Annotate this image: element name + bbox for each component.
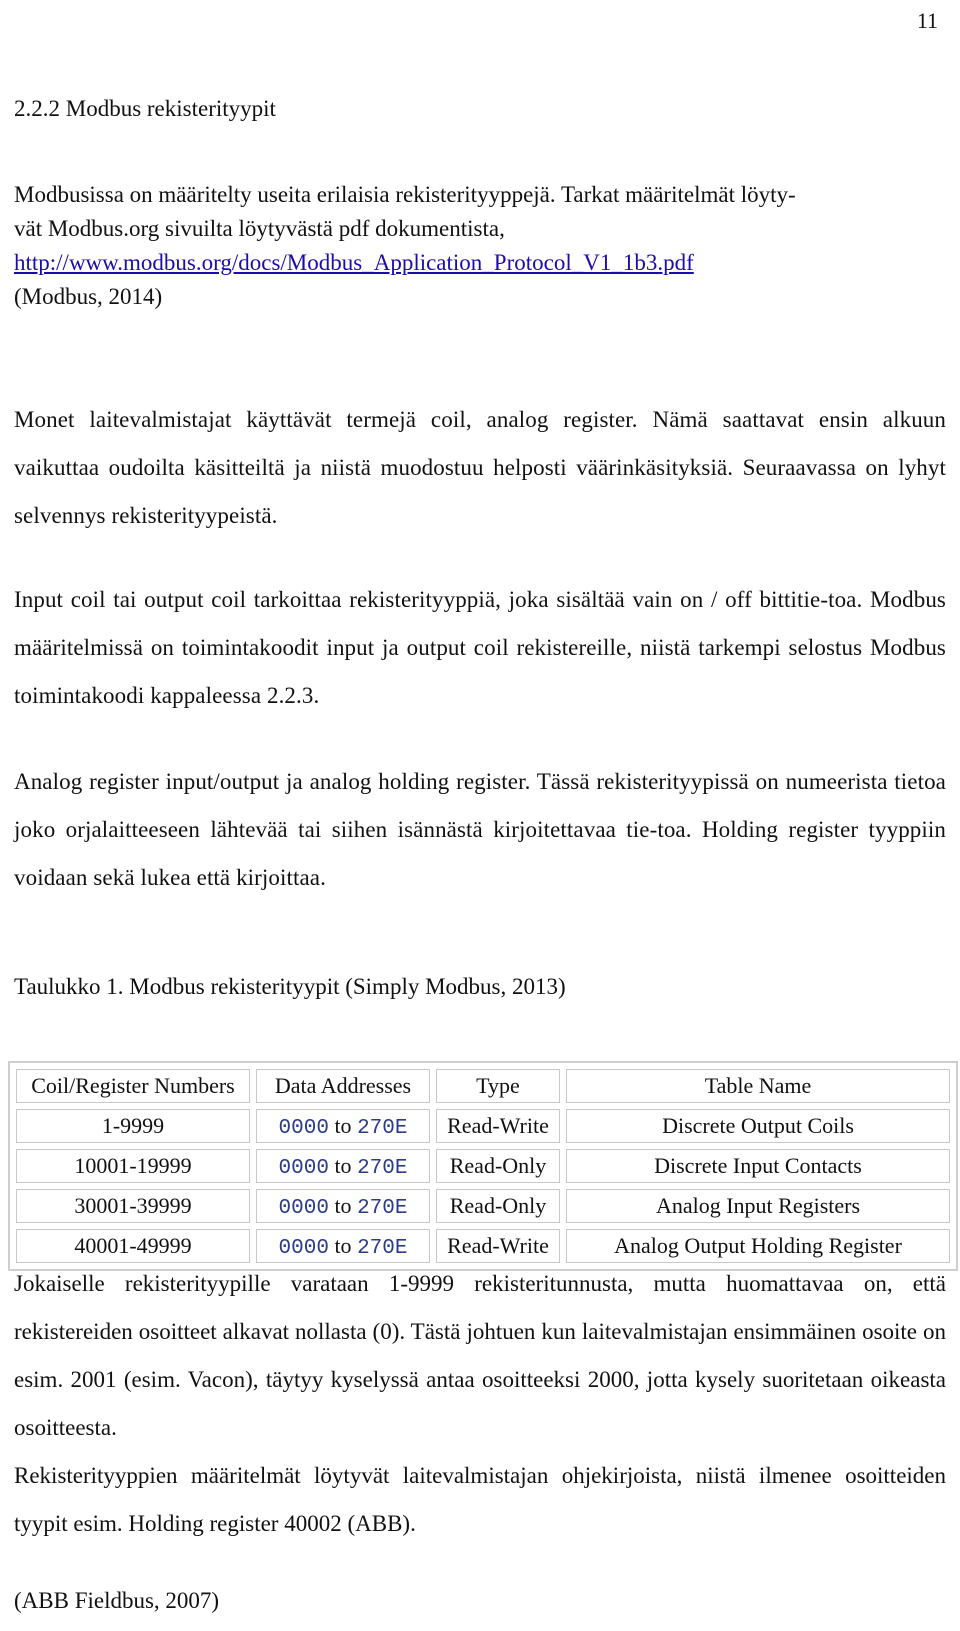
addr-to-word: to (334, 1112, 352, 1138)
cell-type: Read-Write (436, 1229, 560, 1263)
addr-to: 270E (357, 1196, 408, 1220)
cell-addresses (256, 1229, 430, 1263)
header-type: Type (436, 1069, 560, 1103)
paragraph-manuals: Rekisterityyppien määritelmät löytyvät laitevalmistajan ohjekirjoista, niistä ilmenee osoitteiden tyypit esim. Holding register 40002 (ABB). (14, 1463, 946, 1536)
cell-addresses (256, 1109, 430, 1143)
cell-table-name: Discrete Output Coils (566, 1109, 950, 1143)
paragraph-terms: Monet laitevalmistajat käyttävät termejä coil, analog register. Nämä saattavat ensin alkuun vaikuttaa oudoilta käsitteiltä ja niistä muodostuu helposti väärinkäsityksiä. Seuraavassa on lyhyt selvennys rekisterityypeistä. (14, 407, 946, 528)
manuals-citation: (ABB Fieldbus, 2007) (14, 1588, 220, 1613)
paragraph-intro (14, 178, 946, 314)
cell-numbers: 1-9999 (16, 1109, 250, 1143)
table-row (16, 1189, 950, 1223)
addr-to: 270E (357, 1236, 408, 1260)
cell-numbers: 40001-49999 (16, 1229, 250, 1263)
cell-table-name: Discrete Input Contacts (566, 1149, 950, 1183)
table-row (16, 1149, 950, 1183)
cell-addresses (256, 1189, 430, 1223)
addr-to: 270E (357, 1116, 408, 1140)
addr-to-word: to (334, 1152, 352, 1178)
header-table-name: Table Name (566, 1069, 950, 1103)
register-types-table (8, 1061, 958, 1271)
paragraph-coils: Input coil tai output coil tarkoittaa rekisterityyppiä, joka sisältää vain on / off bittitie-toa. Modbus määritelmissä on toimintakoodit input ja output coil rekistereille, niistä tarkempi selostus Modbus toimintakoodi kappaleessa 2.2.3. (14, 587, 946, 708)
addr-from: 0000 (278, 1196, 329, 1220)
addr-to-word: to (334, 1232, 352, 1258)
cell-table-name: Analog Input Registers (566, 1189, 950, 1223)
intro-citation: (Modbus, 2014) (14, 284, 163, 309)
table-row (16, 1229, 950, 1263)
addr-from: 0000 (278, 1236, 329, 1260)
table-caption: Taulukko 1. Modbus rekisterityypit (Simply Modbus, 2013) (14, 974, 566, 999)
header-numbers: Coil/Register Numbers (16, 1069, 250, 1103)
table-row (16, 1109, 950, 1143)
addr-to-word: to (334, 1192, 352, 1218)
cell-numbers: 10001-19999 (16, 1149, 250, 1183)
cell-table-name: Analog Output Holding Register (566, 1229, 950, 1263)
addr-from: 0000 (278, 1156, 329, 1180)
cell-numbers: 30001-39999 (16, 1189, 250, 1223)
paragraph-addressing: Jokaiselle rekisterityypille varataan 1-9999 rekisteritunnusta, mutta huomattavaa on, että rekistereiden osoitteet alkavat nollasta (0). Tästä johtuen kun laitevalmistajan ensimmäinen osoite on esim. 2001 (esim. Vacon), täytyy kyselyssä antaa osoitteeksi 2000, jotta kysely suoritetaan oikeasta osoitteesta. (14, 1271, 946, 1440)
addr-from: 0000 (278, 1116, 329, 1140)
paragraph-analog-registers: Analog register input/output ja analog holding register. Tässä rekisterityypissä on numeerista tietoa joko orjalaitteeseen lähtevää tai siihen isännästä kirjoitettavaa tie-toa. Holding register tyyppiin voidaan sekä lukea että kirjoittaa. (14, 769, 946, 890)
addr-to: 270E (357, 1156, 408, 1180)
modbus-spec-link[interactable]: http://www.modbus.org/docs/Modbus_Application_Protocol_V1_1b3.pdf (14, 250, 694, 275)
table-header-row (16, 1069, 950, 1103)
intro-line-1: Modbusissa on määritelty useita erilaisia rekisterityyppejä. Tarkat määritelmät löyty- (14, 182, 796, 207)
cell-addresses (256, 1149, 430, 1183)
cell-type: Read-Write (436, 1109, 560, 1143)
section-heading: 2.2.2 Modbus rekisterityypit (14, 96, 276, 121)
cell-type: Read-Only (436, 1149, 560, 1183)
header-addresses: Data Addresses (256, 1069, 430, 1103)
page-number: 11 (916, 8, 938, 33)
intro-line-2: vät Modbus.org sivuilta löytyvästä pdf dokumentista, (14, 216, 505, 241)
cell-type: Read-Only (436, 1189, 560, 1223)
